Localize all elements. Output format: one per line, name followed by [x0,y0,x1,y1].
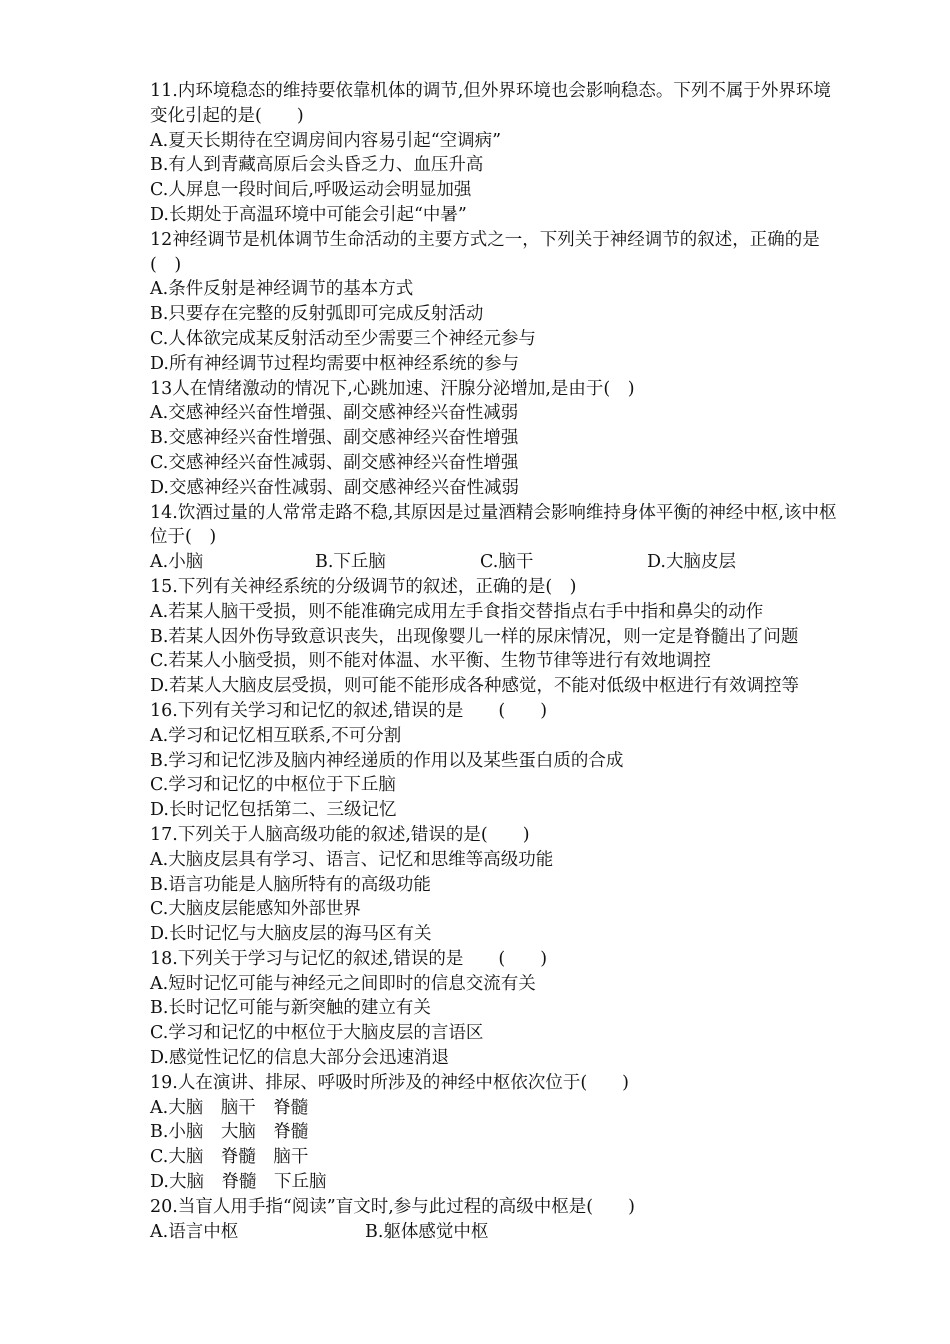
option-c: C.若某人小脑受损，则不能对体温、水平衡、生物节律等进行有效地调控 [150,651,711,672]
option-a: A.夏天长期待在空调房间内容易引起“空调病” [150,130,502,151]
option-a: A.学习和记忆相互联系,不可分割 [150,725,402,746]
option-c: C.大脑 脊髓 脑干 [150,1147,309,1168]
option-b: B.语言功能是人脑所特有的高级功能 [150,874,431,895]
question-stem: 11.内环境稳态的维持要依靠机体的调节,但外界环境也会影响稳态。下列不属于外界环境 [150,81,831,101]
option-c: C.人屏息一段时间后,呼吸运动会明显加强 [150,180,472,201]
option-a: A.大脑 脑干 脊髓 [150,1097,309,1118]
options-row [150,550,910,575]
question-stem: 17.下列关于人脑高级功能的叙述,错误的是( ) [150,824,530,845]
option-b: B.下丘脑 [315,552,386,573]
question-14 [150,501,910,575]
question-stem: 20.当盲人用手指“阅读”盲文时,参与此过程的高级中枢是( ) [150,1196,635,1217]
option-b: B.学习和记忆涉及脑内神经递质的作用以及某些蛋白质的合成 [150,750,624,771]
question-stem: 16.下列有关学习和记忆的叙述,错误的是 ( ) [150,700,548,721]
option-a: A.若某人脑干受损，则不能准确完成用左手食指交替指点右手中指和鼻尖的动作 [150,601,764,622]
option-b: B.小脑 大脑 脊髓 [150,1122,309,1143]
option-d: D.长期处于高温环境中可能会引起“中暑” [150,204,467,225]
question-20 [150,1195,910,1245]
question-19 [150,1071,910,1195]
option-a: A.短时记忆可能与神经元之间即时的信息交流有关 [150,973,536,994]
option-d: D.交感神经兴奋性减弱、副交感神经兴奋性减弱 [150,477,519,498]
question-stem: 19.人在演讲、排尿、呼吸时所涉及的神经中枢依次位于( ) [150,1072,629,1093]
option-b: B.长时记忆可能与新突触的建立有关 [150,998,431,1019]
question-stem: 变化引起的是( ) [150,105,304,126]
question-stem: 13人在情绪激动的情况下,心跳加速、汗腺分泌增加,是由于( ) [150,378,635,399]
option-c: C.脑干 [480,552,534,573]
option-d: D.长时记忆包括第二、三级记忆 [150,800,397,821]
question-17 [150,823,910,947]
question-16 [150,699,910,823]
option-a: A.小脑 [150,552,204,573]
option-d: D.若某人大脑皮层受损，则可能不能形成各种感觉，不能对低级中枢进行有效调控等 [150,676,799,697]
question-15 [150,575,910,699]
question-list [150,79,910,1244]
question-stem: 位于( ) [150,527,217,548]
option-d: D.大脑 脊髓 下丘脑 [150,1172,327,1193]
question-stem: 12神经调节是机体调节生命活动的主要方式之一，下列关于神经调节的叙述，正确的是 [150,229,820,250]
option-a: A.交感神经兴奋性增强、副交感神经兴奋性减弱 [150,403,519,424]
question-18 [150,947,910,1071]
option-c: C.学习和记忆的中枢位于下丘脑 [150,775,396,796]
option-d: D.大脑皮层 [647,552,736,573]
option-b: B.若某人因外伤导致意识丧失，出现像婴儿一样的尿床情况，则一定是脊髓出了问题 [150,626,799,647]
option-c: C.交感神经兴奋性减弱、副交感神经兴奋性增强 [150,452,519,473]
option-c: C.人体欲完成某反射活动至少需要三个神经元参与 [150,328,536,349]
option-d: D.感觉性记忆的信息大部分会迅速消退 [150,1048,449,1069]
option-b: B.交感神经兴奋性增强、副交感神经兴奋性增强 [150,428,519,449]
option-a: A.条件反射是神经调节的基本方式 [150,279,414,300]
option-a: A.大脑皮层具有学习、语言、记忆和思维等高级功能 [150,849,554,870]
question-stem: 14.饮酒过量的人常常走路不稳,其原因是过量酒精会影响维持身体平衡的神经中枢,该中枢 [150,502,837,523]
option-a: A.语言中枢 [150,1221,239,1242]
option-c: C.大脑皮层能感知外部世界 [150,899,361,920]
options-row [150,1220,910,1245]
question-13 [150,377,910,501]
question-12 [150,228,910,377]
question-11 [150,79,910,228]
option-d: D.长时记忆与大脑皮层的海马区有关 [150,924,432,945]
question-stem: 18.下列关于学习与记忆的叙述,错误的是 ( ) [150,948,548,969]
question-stem: ( ) [150,254,182,275]
option-b: B.躯体感觉中枢 [365,1221,489,1242]
question-stem: 15.下列有关神经系统的分级调节的叙述，正确的是( ) [150,576,577,597]
option-b: B.只要存在完整的反射弧即可完成反射活动 [150,304,484,325]
option-c: C.学习和记忆的中枢位于大脑皮层的言语区 [150,1023,484,1044]
option-b: B.有人到青藏高原后会头昏乏力、血压升高 [150,155,484,176]
option-d: D.所有神经调节过程均需要中枢神经系统的参与 [150,353,519,374]
